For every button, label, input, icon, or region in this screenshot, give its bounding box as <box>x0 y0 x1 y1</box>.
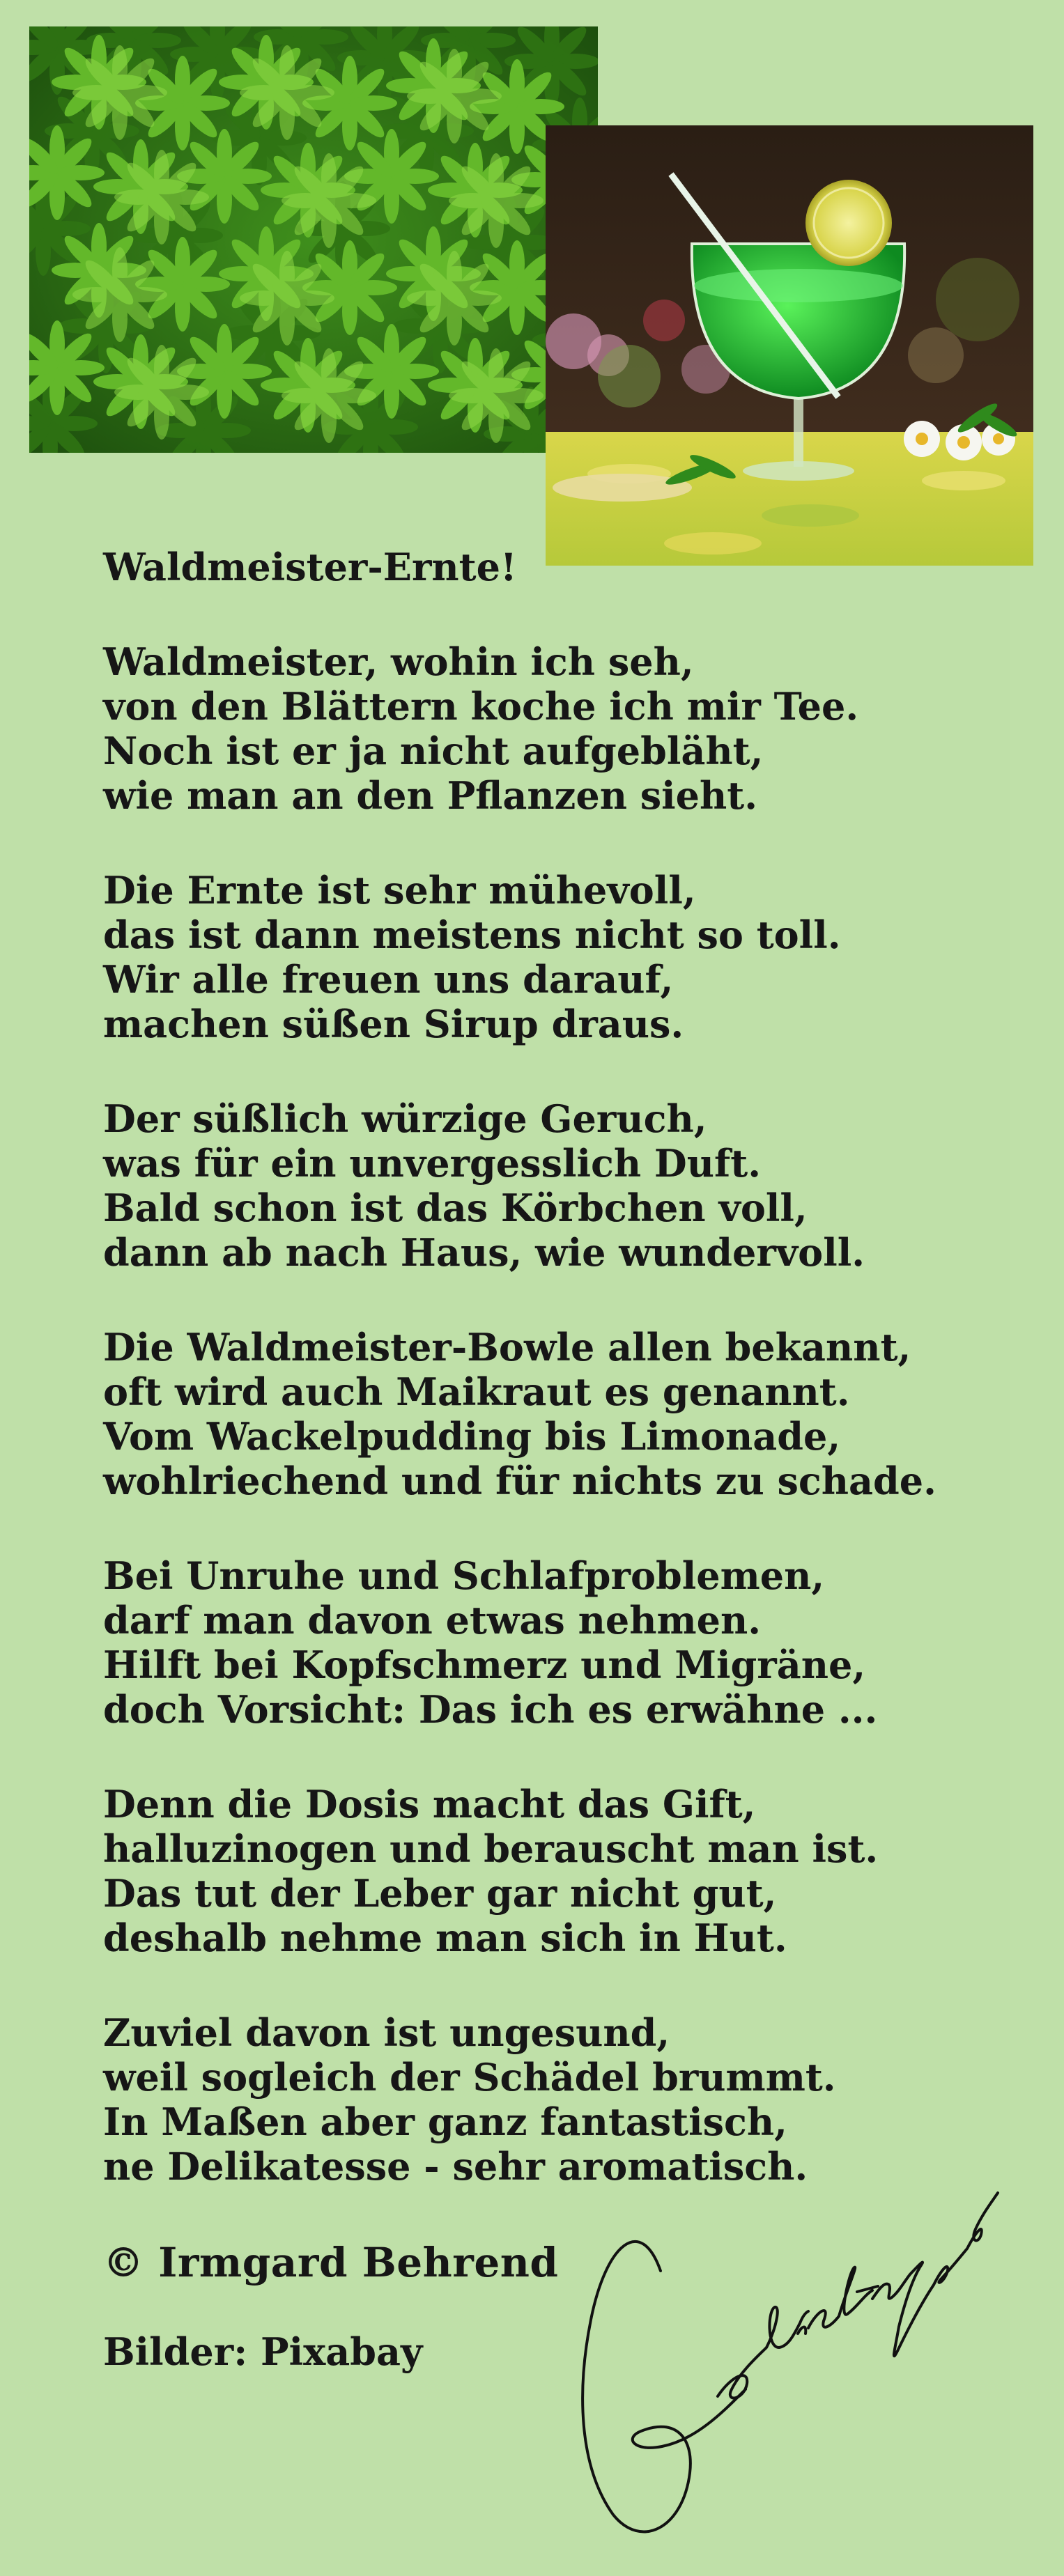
poem-line: weil sogleich der Schädel brummt. <box>103 2055 836 2100</box>
poem-line: Denn die Dosis macht das Gift, <box>103 1782 756 1826</box>
poem-line: Die Ernte ist sehr mühevoll, <box>103 868 696 913</box>
poem-line: Zuviel davon ist ungesund, <box>103 2010 670 2055</box>
poem-line: Der süßlich würzige Geruch, <box>103 1096 707 1141</box>
author-credit: © Irmgard Behrend <box>103 2239 559 2286</box>
poem-line: Wir alle freuen uns darauf, <box>103 957 674 1002</box>
poem-line: oft wird auch Maikraut es genannt. <box>103 1370 850 1414</box>
poem-line: Die Waldmeister-Bowle allen bekannt, <box>103 1325 911 1370</box>
poem-line: Bald schon ist das Körbchen voll, <box>103 1186 808 1230</box>
poem <box>103 545 939 2374</box>
poem-line: das ist dann meistens nicht so toll. <box>103 913 841 957</box>
poem-line: Hilft bei Kopfschmerz und Migräne, <box>103 1643 866 1687</box>
poem-line: doch Vorsicht: Das ich es erwähne ... <box>103 1687 878 1732</box>
poem-line: wie man an den Pflanzen sieht. <box>103 773 758 818</box>
poem-line: dann ab nach Haus, wie wundervoll. <box>103 1230 865 1275</box>
stanza-1 <box>103 639 939 818</box>
stanza-3 <box>103 1096 939 1275</box>
poem-line: darf man davon etwas nehmen. <box>103 1598 762 1643</box>
poem-line: halluzinogen und berauscht man ist. <box>103 1826 879 1871</box>
image-credits: Bilder: Pixabay <box>103 2329 423 2374</box>
poem-line: deshalb nehme man sich in Hut. <box>103 1916 787 1960</box>
poem-line: Bei Unruhe und Schlafproblemen, <box>103 1553 825 1598</box>
poem-line: machen süßen Sirup draus. <box>103 1002 684 1046</box>
poem-line: wohlriechend und für nichts zu schade. <box>103 1459 936 1503</box>
poem-line: In Maßen aber ganz fantastisch, <box>103 2100 787 2144</box>
poem-line: Noch ist er ja nicht aufgebläht, <box>103 729 764 773</box>
signature-gedichtezauber <box>557 2125 1003 2543</box>
woodruff-leaves-photo <box>29 26 598 453</box>
poem-line: von den Blättern koche ich mir Tee. <box>103 684 859 729</box>
poem-line: was für ein unvergesslich Duft. <box>103 1141 761 1186</box>
poem-line: Waldmeister, wohin ich seh, <box>103 639 694 684</box>
stanza-2 <box>103 868 939 1046</box>
poem-line: ne Delikatesse - sehr aromatisch. <box>103 2144 808 2189</box>
stanza-6 <box>103 1782 939 1960</box>
poem-title: Waldmeister-Ernte! <box>103 545 517 589</box>
stanza-5 <box>103 1553 939 1732</box>
green-drink-photo <box>546 125 1033 566</box>
poem-line: Das tut der Leber gar nicht gut, <box>103 1871 777 1916</box>
stanza-4 <box>103 1325 939 1503</box>
poem-line: Vom Wackelpudding bis Limonade, <box>103 1414 841 1459</box>
